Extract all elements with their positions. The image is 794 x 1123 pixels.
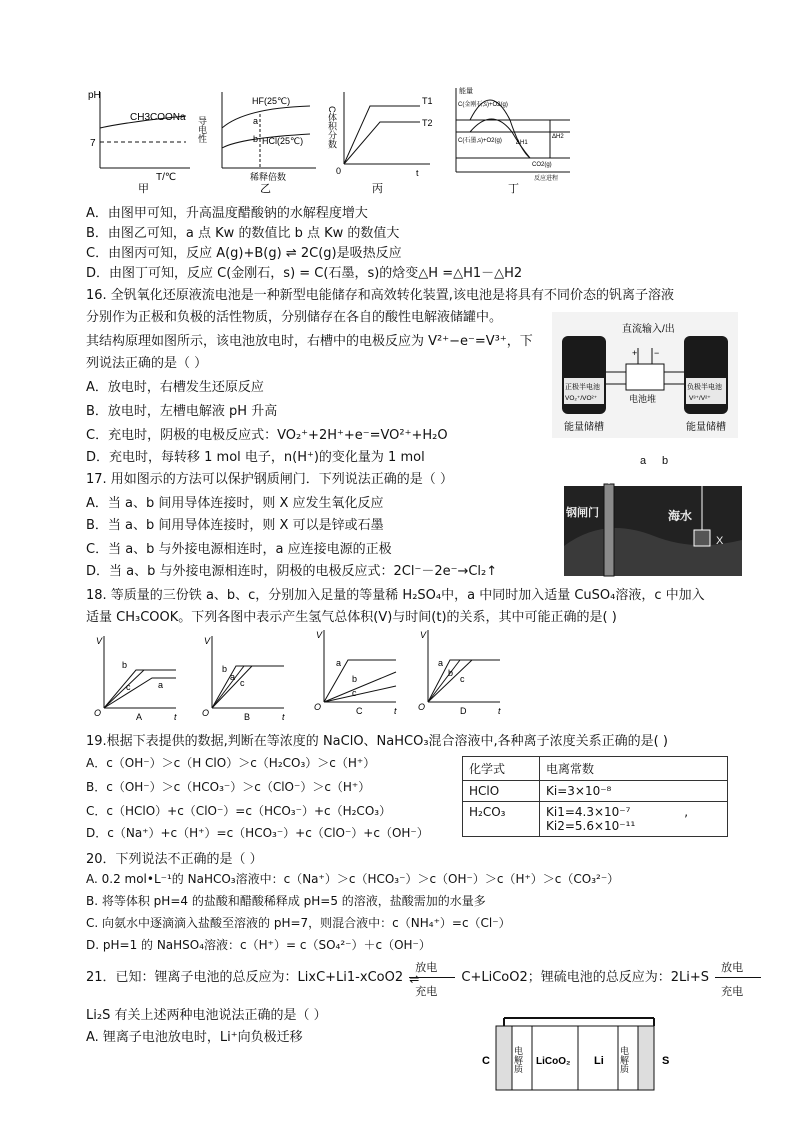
q20-option-d: D. pH=1 的 NaHSO₄溶液：c（H⁺）= c（SO₄²⁻）＋c（OH⁻） bbox=[86, 938, 431, 952]
battery-minus: − bbox=[654, 348, 660, 358]
graph-b-v: V bbox=[204, 636, 211, 646]
battery-right-tank: 负极半电池 bbox=[687, 384, 722, 391]
q15-option-d: D．由图丁可知，反应 C(金刚石，s) = C(石墨，s)的焓变△H =△H1－△H2 bbox=[86, 266, 523, 281]
graph-d-l2: b bbox=[448, 668, 454, 678]
gate-b: b bbox=[662, 455, 669, 467]
q19-option-d: D．c（Na⁺）+c（H⁺）=c（HCO₃⁻）+c（ClO⁻）+c（OH⁻） bbox=[86, 826, 429, 840]
battery-left-caption: 能量储槽 bbox=[564, 422, 604, 433]
graph-a bbox=[94, 636, 177, 722]
ding-caption: 丁 bbox=[508, 183, 519, 195]
q18-stem-2: 适量 CH₃COOK。下列各图中表示产生氢气总体积(V)与时间(t)的关系，其中可能正确的是( ) bbox=[86, 610, 617, 625]
graph-b bbox=[202, 636, 285, 722]
bing-origin: 0 bbox=[336, 166, 342, 176]
q15-option-a: A．由图甲可知，升高温度醋酸钠的水解程度增大 bbox=[86, 206, 368, 221]
jia-caption: 甲 bbox=[138, 183, 149, 195]
figure-yi bbox=[197, 86, 320, 195]
bing-xlabel: t bbox=[416, 168, 419, 178]
q16-stem-2: 分别作为正极和负极的活性物质，分别储存在各自的酸性电解液储罐中。 bbox=[86, 310, 503, 325]
q21-arrow2-bot: 充电 bbox=[721, 984, 744, 998]
gate-a: a bbox=[640, 455, 647, 467]
q19-option-b: B．c（OH⁻）＞c（HCO₃⁻）＞c（ClO⁻）＞c（H⁺） bbox=[86, 780, 371, 794]
x-label: X bbox=[716, 535, 724, 547]
q20-option-b: B. 将等体积 pH=4 的盐酸和醋酸稀释成 pH=5 的溶液，盐酸需加的水量多 bbox=[86, 894, 486, 908]
graph-c-caption: C bbox=[356, 706, 363, 716]
graph-c-l1: a bbox=[336, 658, 342, 668]
table-header-formula: 化学式 bbox=[463, 757, 540, 781]
q16-option-d: D．充电时，每转移 1 mol 电子，n(H⁺)的变化量为 1 mol bbox=[86, 450, 425, 465]
li-licoo2: LiCoO₂ bbox=[536, 1056, 571, 1067]
table-h2co3-ki2: Ki2=5.6×10⁻¹¹ bbox=[546, 819, 636, 833]
yi-curve2: HCl(25℃) bbox=[262, 136, 304, 146]
q21-stem-2: Li₂S 有关上述两种电池说法正确的是（ ） bbox=[86, 1008, 327, 1023]
ding-mid-left: C(石墨,s)+O2(g) bbox=[458, 138, 502, 144]
yi-ylabel: 导电性 bbox=[197, 116, 207, 143]
battery-left-tank: 正极半电池 bbox=[565, 384, 600, 391]
table-header-constant: 电离常数 bbox=[540, 757, 728, 781]
li-c: C bbox=[482, 1055, 490, 1067]
battery-plus: + bbox=[632, 348, 638, 358]
battery-top: 直流输入/出 bbox=[622, 324, 675, 335]
q17-option-d: D．当 a、b 与外接电源相连时，阴极的电极反应式：2Cl⁻－2e⁻→Cl₂↑ bbox=[86, 564, 498, 579]
q21-arrow1-bot: 充电 bbox=[415, 984, 438, 998]
battery-right-ions: V³⁺/V²⁺ bbox=[689, 395, 711, 402]
ding-dh1: ΔH1 bbox=[516, 140, 528, 146]
q16-option-b: B．放电时，左槽电解液 pH 升高 bbox=[86, 404, 278, 419]
figure-ding bbox=[450, 84, 574, 194]
ding-ylabel: 能量 bbox=[459, 88, 473, 95]
q18-stem-1: 18. 等质量的三份铁 a、b、c，分别加入足量的等量稀 H₂SO₄中，a 中同时加入适量 CuSO₄溶液，c 中加入 bbox=[86, 588, 705, 603]
graph-d-caption: D bbox=[460, 706, 467, 716]
graph-d-v: V bbox=[420, 630, 427, 640]
graph-c-o: O bbox=[314, 702, 322, 712]
graph-d bbox=[418, 630, 501, 716]
q21-stem-a: 21．已知：锂离子电池的总反应为：LixC+Li1-xCoO2 bbox=[86, 970, 404, 985]
graph-d-t: t bbox=[498, 706, 501, 716]
jia-ylabel: pH bbox=[88, 90, 101, 101]
table-hclo-ki: Ki=3×10⁻⁸ bbox=[540, 781, 728, 802]
graph-b-l3: c bbox=[240, 678, 245, 688]
graph-a-o: O bbox=[94, 708, 102, 718]
bing-t2: T2 bbox=[422, 118, 433, 128]
q20-option-c: C. 向氨水中逐滴滴入盐酸至溶液的 pH=7，则混合液中：c（NH₄⁺）=c（Cl⁻） bbox=[86, 916, 511, 930]
bing-caption: 丙 bbox=[372, 183, 383, 195]
q20-option-a: A. 0.2 mol•L⁻¹的 NaHCO₃溶液中：c（Na⁺）＞c（HCO₃⁻）＞c（OH⁻）＞c（H⁺）＞c（CO₃²⁻） bbox=[86, 872, 620, 886]
bing-ylabel: C体积分数 bbox=[327, 106, 337, 149]
graph-c-v: V bbox=[316, 630, 323, 640]
graph-c-l3: c bbox=[352, 688, 357, 698]
q21-arrow2-top: 放电 bbox=[721, 960, 744, 974]
li-li: Li bbox=[594, 1055, 604, 1067]
figure-jia bbox=[86, 86, 196, 194]
li-s: S bbox=[662, 1055, 670, 1067]
q17-stem: 17. 用如图示的方法可以保护钢质闸门．下列说法正确的是（ ） bbox=[86, 472, 453, 487]
ding-top-left: C(金刚石,s)+O2(g) bbox=[458, 102, 508, 108]
battery-center: 电池堆 bbox=[629, 394, 657, 404]
graph-d-o: O bbox=[418, 702, 426, 712]
graph-d-l1: a bbox=[438, 658, 444, 668]
steel-gate-figure bbox=[564, 456, 742, 576]
lithium-battery-figure bbox=[478, 1012, 680, 1094]
q21-arrow-1: 放电 ⇌ 充电 bbox=[409, 971, 455, 985]
table-comma: , bbox=[684, 805, 689, 819]
q21-stem-b: C+LiCoO2；锂硫电池的总反应为：2Li+S bbox=[461, 970, 710, 985]
ding-dh2: ΔH2 bbox=[552, 134, 564, 140]
gate-label: 钢闸门 bbox=[566, 507, 599, 519]
q16-stem-3: 其结构原理如图所示，该电池放电时，右槽中的电极反应为 V²⁺−e⁻=V³⁺，下 bbox=[86, 334, 533, 349]
yi-xlabel: 稀释倍数 bbox=[250, 172, 287, 182]
q19-option-a: A．c（OH⁻）＞c（H ClO）＞c（H₂CO₃）＞c（H⁺） bbox=[86, 756, 376, 770]
ding-bottom: CO2(g) bbox=[532, 162, 552, 168]
q17-option-b: B．当 a、b 间用导体连接时，则 X 可以是锌或石墨 bbox=[86, 518, 384, 533]
li-electrolyte-2: 电解质 bbox=[619, 1046, 629, 1073]
graph-a-l1: b bbox=[122, 660, 128, 670]
q15-option-c: C．由图丙可知，反应 A(g)+B(g) ⇌ 2C(g)是吸热反应 bbox=[86, 246, 402, 261]
table-hclo: HClO bbox=[463, 781, 540, 802]
graph-b-l1: b bbox=[222, 664, 228, 674]
jia-h-value: 7 bbox=[90, 138, 96, 149]
yi-point-b: b bbox=[253, 134, 259, 144]
q16-option-a: A．放电时，右槽发生还原反应 bbox=[86, 380, 264, 395]
q16-stem-1: 16. 全钒氧化还原液流电池是一种新型电能储存和高效转化装置,该电池是将具有不同价态的钒离子溶液 bbox=[86, 288, 674, 303]
ionization-constant-table bbox=[462, 756, 728, 837]
graph-b-l2: a bbox=[230, 672, 236, 682]
q20-stem: 20．下列说法不正确的是（ ） bbox=[86, 852, 263, 867]
battery-left-ions: VO₂⁺/VO²⁺ bbox=[565, 395, 598, 402]
yi-point-a: a bbox=[253, 116, 259, 126]
table-h2co3-ki1: Ki1=4.3×10⁻⁷ bbox=[546, 805, 631, 819]
graph-d-l3: c bbox=[460, 674, 465, 684]
graph-c-t: t bbox=[394, 706, 397, 716]
yi-caption: 乙 bbox=[260, 183, 271, 195]
q17-option-a: A．当 a、b 间用导体连接时，则 X 应发生氧化反应 bbox=[86, 496, 384, 511]
graph-a-t: t bbox=[174, 712, 177, 722]
graph-a-l2: c bbox=[126, 682, 131, 692]
yi-curve1: HF(25℃) bbox=[252, 96, 291, 106]
figure-bing bbox=[327, 86, 440, 195]
graph-b-caption: B bbox=[244, 712, 251, 722]
q21-option-a: A. 锂离子电池放电时，Li⁺向负极迁移 bbox=[86, 1030, 303, 1045]
graph-a-caption: A bbox=[136, 712, 143, 722]
graph-a-l3: a bbox=[158, 680, 164, 690]
sea-label: 海水 bbox=[668, 509, 693, 523]
q18-graphs bbox=[92, 630, 512, 722]
graph-b-o: O bbox=[202, 708, 210, 718]
q16-option-c: C．充电时，阴极的电极反应式：VO₂⁺+2H⁺+e⁻=VO²⁺+H₂O bbox=[86, 428, 448, 443]
ding-xlabel: 反应进程 bbox=[534, 176, 559, 182]
q16-stem-4: 列说法正确的是（ ） bbox=[86, 356, 208, 371]
q21-arrow1-top: 放电 bbox=[415, 960, 438, 974]
q17-option-c: C．当 a、b 与外接电源相连时，a 应连接电源的正极 bbox=[86, 542, 392, 557]
q15-option-b: B．由图乙可知，a 点 Kw 的数值比 b 点 Kw 的数值大 bbox=[86, 226, 400, 241]
jia-curve-label: CH3COONa bbox=[130, 112, 186, 123]
table-h2co3: H₂CO₃ bbox=[463, 802, 540, 837]
battery-right-caption: 能量储槽 bbox=[686, 422, 726, 433]
q21-arrow-2 bbox=[715, 960, 761, 998]
graph-a-v: V bbox=[96, 636, 103, 646]
graph-c-l2: b bbox=[352, 674, 358, 684]
bing-t1: T1 bbox=[422, 96, 433, 106]
graph-b-t: t bbox=[282, 712, 285, 722]
li-electrolyte-1: 电解质 bbox=[513, 1046, 523, 1073]
vanadium-battery-figure bbox=[552, 312, 738, 438]
graph-c bbox=[314, 630, 397, 716]
jia-xlabel: T/℃ bbox=[156, 172, 177, 183]
q21-stem-line bbox=[86, 960, 763, 998]
q19-stem: 19.根据下表提供的数据,判断在等浓度的 NaClO、NaHCO₃混合溶液中,各种离子浓度关系正确的是( ) bbox=[86, 734, 668, 749]
q19-option-c: C．c（HClO）+c（ClO⁻）=c（HCO₃⁻）+c（H₂CO₃） bbox=[86, 804, 392, 818]
